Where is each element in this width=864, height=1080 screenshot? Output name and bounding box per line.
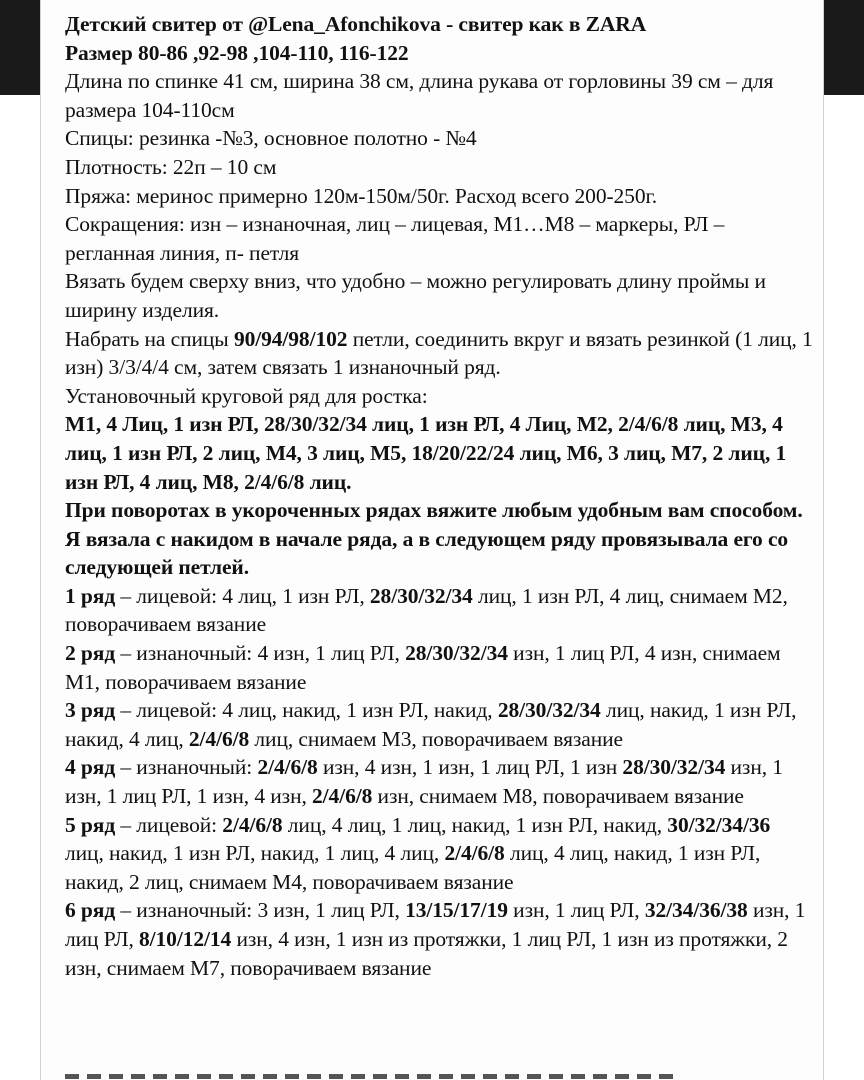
density-paragraph: Плотность: 22п – 10 см xyxy=(65,154,277,179)
setup-heading: Установочный круговой ряд для ростка: xyxy=(65,383,428,408)
document-page xyxy=(40,0,824,1080)
needles-paragraph: Спицы: резинка -№3, основное полотно - №4 xyxy=(65,126,477,151)
abbreviations-paragraph: Сокращения: изн – изнаночная, лиц – лицевая, М1…М8 – маркеры, РЛ – регланная линия, п- петля xyxy=(65,212,725,265)
row-6: 6 ряд – изнаночный: 3 изн, 1 лиц РЛ, 13/15/17/19 изн, 1 лиц РЛ, 32/34/36/38 изн, 1 лиц РЛ, 8/10/12/14 изн, 4 изн, 1 изн из протяжки, 1 лиц РЛ, 1 изн из протяжки, 2 изн, снимаем М7, поворачиваем вязание xyxy=(65,898,806,980)
row-4: 4 ряд – изнаночный: 2/4/6/8 изн, 4 изн, 1 изн, 1 лиц РЛ, 1 изн 28/30/32/34 изн, 1 изн, 1 лиц РЛ, 1 изн, 4 изн, 2/4/6/8 изн, снимаем М8, поворачиваем вязание xyxy=(65,755,783,809)
row-5: 5 ряд – лицевой: 2/4/6/8 лиц, 4 лиц, 1 лиц, накид, 1 изн РЛ, накид, 30/32/34/36 лиц, накид, 1 изн РЛ, накид, 1 лиц, 4 лиц, 2/4/6/8 лиц, 4 лиц, накид, 1 изн РЛ, накид, 2 лиц, снимаем М4, поворачиваем вязание xyxy=(65,812,771,894)
cast-on-paragraph: Набрать на спицы 90/94/98/102 петли, соединить вкруг и вязать резинкой (1 лиц, 1 изн) 3/3/4/4 см, затем связать 1 изнаночный ряд. xyxy=(65,326,813,380)
cut-off-line xyxy=(40,1068,824,1080)
row-3: 3 ряд – лицевой: 4 лиц, накид, 1 изн РЛ, накид, 28/30/32/34 лиц, накид, 1 изн РЛ, накид, 4 лиц, 2/4/6/8 лиц, снимаем М3, поворачиваем вязание xyxy=(65,698,797,751)
setup-row: М1, 4 Лиц, 1 изн РЛ, 28/30/32/34 лиц, 1 изн РЛ, 4 Лиц, М2, 2/4/6/8 лиц, М3, 4 лиц, 1 изн РЛ, 2 лиц, М4, 3 лиц, М5, 18/20/22/24 лиц, М6, 3 лиц, М7, 2 лиц, 1 изн РЛ, 4 лиц, М8, 2/4/6/8 лиц. xyxy=(65,412,787,494)
row-1: 1 ряд – лицевой: 4 лиц, 1 изн РЛ, 28/30/32/34 лиц, 1 изн РЛ, 4 лиц, снимаем М2, поворачиваем вязание xyxy=(65,583,788,637)
row-2: 2 ряд – изнаночный: 4 изн, 1 лиц РЛ, 28/30/32/34 изн, 1 лиц РЛ, 4 изн, снимаем М1, поворачиваем вязание xyxy=(65,641,781,694)
turns-note: При поворотах в укороченных рядах вяжите любым удобным вам способом. Я вязала с накидом в начале ряда, а в следующем ряду провязывала его со следующей петлей. xyxy=(65,498,803,580)
length-paragraph: Длина по спинке 41 см, ширина 38 см, длина рукава от горловины 39 см – для размера 104-110см xyxy=(65,69,774,122)
sizes-line: Размер 80-86 ,92-98 ,104-110, 116-122 xyxy=(65,40,409,65)
topdown-paragraph: Вязать будем сверху вниз, что удобно – можно регулировать длину проймы и ширину изделия. xyxy=(65,269,766,322)
title-line: Детский свитер от @Lena_Afonchikova - свитер как в ZARA xyxy=(65,12,647,36)
yarn-paragraph: Пряжа: меринос примерно 120м-150м/50г. Расход всего 200-250г. xyxy=(65,183,658,208)
